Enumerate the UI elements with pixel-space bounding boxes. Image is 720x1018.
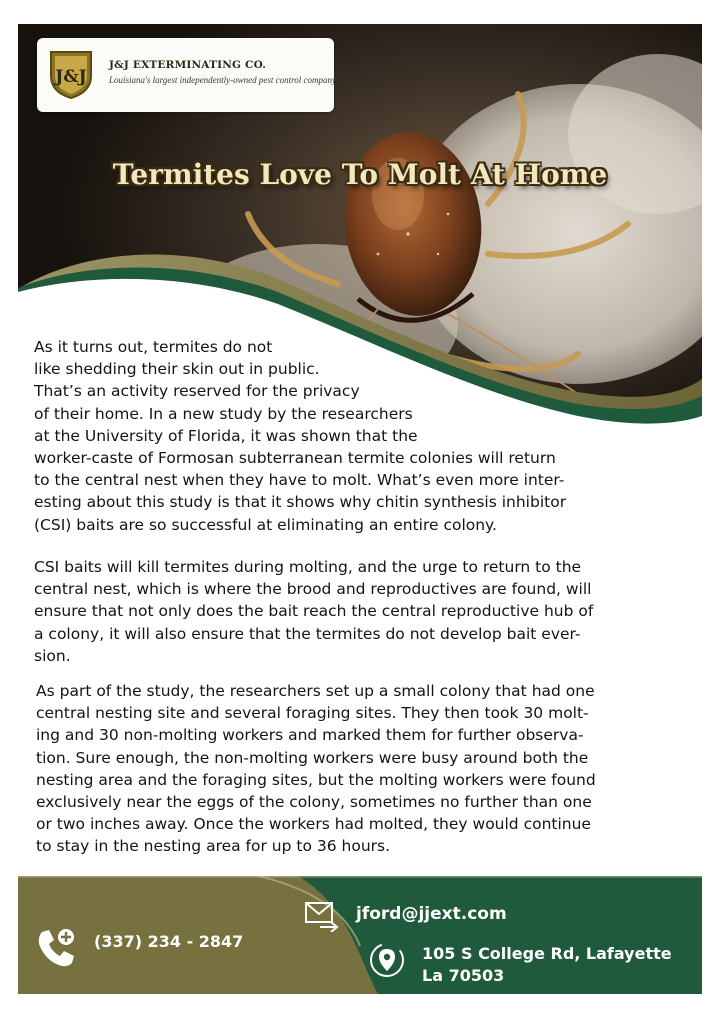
paragraph-line: As part of the study, the researchers set up a small colony that had one	[36, 682, 595, 700]
paragraph-line: to the central nest when they have to molt. What’s even more inter-	[34, 471, 565, 490]
article-paragraph-2	[34, 556, 593, 667]
paragraph-line: That’s an activity reserved for the privacy	[34, 382, 360, 401]
paragraph-line: at the University of Florida, it was shown that the	[34, 426, 418, 445]
article-paragraph-1	[34, 336, 566, 536]
article-paragraph-3	[36, 680, 596, 858]
paragraph-line: or two inches away. Once the workers had molted, they would continue	[36, 815, 591, 834]
paragraph-line: central nest, which is where the brood and reproductives are found, will	[34, 580, 592, 599]
company-shield-logo	[45, 48, 97, 100]
paragraph-line: like shedding their skin out in public.	[34, 360, 320, 379]
company-logo-box	[37, 38, 334, 112]
paragraph-line: ing and 30 non-molting workers and marked them for further observa-	[36, 726, 584, 745]
paragraph-line: a colony, it will also ensure that the termites do not develop bait ever-	[34, 624, 581, 643]
paragraph-line: tion. Sure enough, the non-molting workers were busy around both the	[36, 748, 589, 767]
company-tagline: Louisiana's largest independently-owned pest control company	[109, 75, 336, 85]
page-title: Termites Love To Molt At Home	[112, 158, 608, 191]
paragraph-line: (CSI) baits are so successful at eliminating an entire colony.	[34, 515, 497, 534]
address	[422, 943, 672, 987]
paragraph-line: ensure that not only does the bait reach the central reproductive hub of	[34, 602, 594, 621]
paragraph-line: central nesting site and several foraging sites. They then took 30 molt-	[36, 704, 589, 723]
paragraph-line: to stay in the nesting area for up to 36 hours.	[36, 837, 391, 856]
paragraph-line: of their home. In a new study by the researchers	[34, 404, 413, 423]
address-line-2: La 70503	[422, 966, 505, 985]
paragraph-line: worker-caste of Formosan subterranean termite colonies will return	[34, 449, 556, 468]
company-name: J&J EXTERMINATING CO.	[109, 59, 267, 71]
email-send-icon	[304, 900, 342, 932]
address-line-1: 105 S College Rd, Lafayette	[422, 944, 672, 963]
location-pin-icon	[368, 940, 406, 980]
email-link[interactable]: jford@jjext.com	[356, 904, 507, 924]
phone-plus-icon	[34, 926, 78, 970]
contact-footer	[18, 876, 702, 994]
paragraph-line: exclusively near the eggs of the colony, sometimes no further than one	[36, 793, 592, 812]
phone-number[interactable]: (337) 234 - 2847	[94, 932, 244, 951]
paragraph-line: sion.	[34, 646, 71, 665]
svg-text:J&J: J&J	[55, 67, 87, 87]
paragraph-line: nesting area and the foraging sites, but the molting workers were found	[36, 770, 596, 789]
paragraph-line: As it turns out, termites do not	[34, 338, 273, 356]
flyer-page	[18, 24, 702, 994]
paragraph-line: esting about this study is that it shows why chitin synthesis inhibitor	[34, 493, 567, 512]
paragraph-line: CSI baits will kill termites during molting, and the urge to return to the	[34, 558, 582, 576]
